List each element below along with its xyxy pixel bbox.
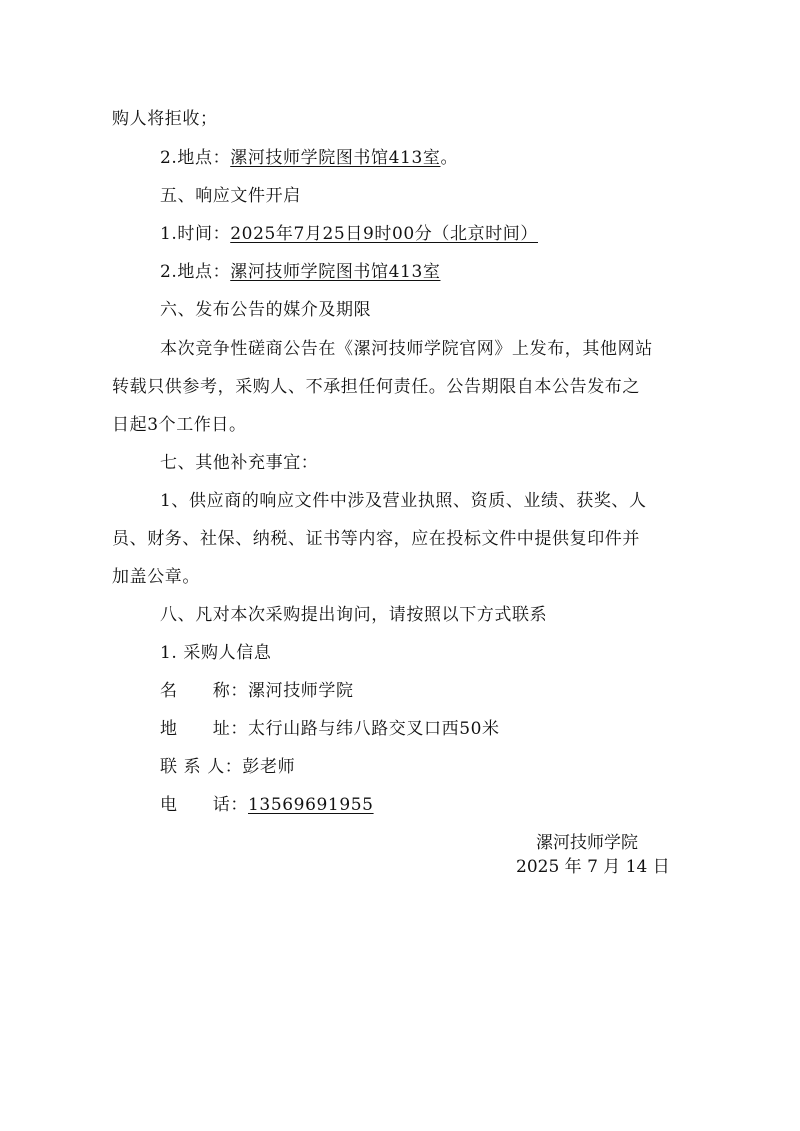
- signature-organization: [536, 831, 638, 855]
- paragraph-text: 本次竞争性磋商公告在《漯河技师学院官网》上发布，其他网站: [160, 339, 653, 359]
- paragraph-6-line-2: [112, 375, 640, 399]
- purchaser-name-row: [160, 679, 354, 703]
- section-heading-7: [160, 451, 318, 475]
- heading-text: 八、凡对本次采购提出询问，请按照以下方式联系: [160, 605, 548, 625]
- paragraph-7-line-2: [112, 527, 640, 551]
- time-label: 1.时间：: [160, 224, 231, 244]
- location-line-1: [160, 146, 458, 170]
- heading-text: 五、响应文件开启: [160, 186, 301, 206]
- paragraph-7-line-1: [160, 489, 647, 513]
- paragraph-text: 员、财务、社保、纳税、证书等内容，应在投标文件中提供复印件并: [112, 529, 640, 549]
- paragraph-text: 加盖公章。: [112, 567, 200, 587]
- section-heading-5: [160, 184, 301, 208]
- contact-label: 联 系 人：: [160, 757, 243, 777]
- name-label: 名 称：: [160, 681, 248, 701]
- paragraph-6-line-3: [112, 413, 247, 437]
- location-value: 漯河技师学院图书馆413室: [230, 262, 441, 282]
- subheading-text: 1. 采购人信息: [160, 643, 272, 663]
- signature-date: [516, 855, 670, 879]
- name-value: 漯河技师学院: [248, 681, 354, 701]
- purchaser-address-row: [160, 717, 500, 741]
- section-heading-8: [160, 603, 547, 627]
- subheading-purchaser-info: [160, 641, 271, 665]
- purchaser-contact-row: [160, 755, 295, 779]
- time-line: [160, 222, 538, 246]
- paragraph-6-line-1: [160, 337, 653, 361]
- location-line-2: [160, 260, 440, 284]
- address-value: 太行山路与纬八路交叉口西50米: [248, 719, 500, 739]
- location-value: 漯河技师学院图书馆413室: [230, 148, 441, 168]
- purchaser-phone-row: [160, 793, 374, 817]
- address-label: 地 址：: [160, 719, 248, 739]
- signature-org-text: 漯河技师学院: [536, 833, 638, 853]
- paragraph-text: 1、供应商的响应文件中涉及营业执照、资质、业绩、获奖、人: [160, 491, 647, 511]
- contact-value: 彭老师: [242, 757, 296, 777]
- line-text: 购人将拒收；: [112, 109, 218, 129]
- location-label: 2.地点：: [160, 148, 231, 168]
- signature-date-text: 2025 年 7 月 14 日: [516, 857, 670, 877]
- paragraph-text: 转载只供参考，采购人、不承担任何责任。公告期限自本公告发布之: [112, 377, 640, 397]
- location-suffix: 。: [440, 148, 459, 168]
- heading-text: 六、发布公告的媒介及期限: [160, 300, 372, 320]
- text-line: [112, 107, 218, 131]
- location-label: 2.地点：: [160, 262, 231, 282]
- heading-text: 七、其他补充事宜：: [160, 453, 319, 473]
- time-value: 2025年7月25日9时00分（北京时间）: [230, 224, 538, 244]
- phone-value: 13569691955: [248, 795, 374, 815]
- paragraph-text: 日起3个工作日。: [112, 415, 247, 435]
- paragraph-7-line-3: [112, 565, 200, 589]
- section-heading-6: [160, 298, 371, 322]
- phone-label: 电 话：: [160, 795, 248, 815]
